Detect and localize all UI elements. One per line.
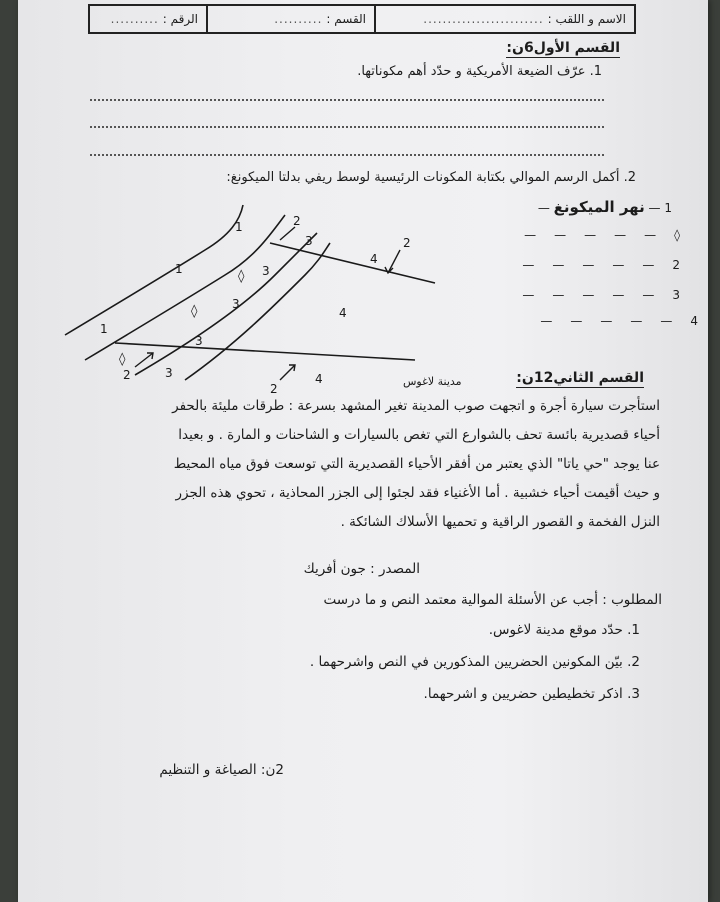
required-instructions: المطلوب : أجب عن الأسئلة الموالية معتمد النص و ما درست xyxy=(323,592,662,608)
rural-delta-diagram xyxy=(55,195,462,396)
svg-text:1: 1 xyxy=(235,220,243,234)
svg-text:3: 3 xyxy=(262,264,270,278)
svg-text:3: 3 xyxy=(305,234,313,248)
section-field: القسم : .......... xyxy=(206,6,374,32)
svg-text:3: 3 xyxy=(165,366,173,380)
student-info-header xyxy=(88,4,636,34)
part2-question-1: 1. حدّد موقع مدينة لاغوس. xyxy=(488,622,640,638)
river-bank-line xyxy=(85,215,285,360)
svg-text:1: 1 xyxy=(100,322,108,336)
name-field: الاسم و اللقب : ......................... xyxy=(374,6,634,32)
part2-question-3: 3. اذكر تخطيطين حضريين و اشرحهما. xyxy=(423,686,640,702)
legend-row-diamond: ◊————— xyxy=(524,228,698,242)
legend-row-4: 4————— xyxy=(540,314,716,328)
legend-row-1: 1 — نهر الميكونغ — xyxy=(537,198,672,216)
svg-text:◊: ◊ xyxy=(119,352,126,367)
svg-text:2: 2 xyxy=(123,368,131,382)
legend-row-3: 3————— xyxy=(522,288,698,302)
svg-text:4: 4 xyxy=(370,252,378,266)
text-source: المصدر : جون أفريك xyxy=(303,561,420,577)
presentation-points: 2ن: الصياغة و التنظيم xyxy=(159,762,284,778)
svg-text:2: 2 xyxy=(293,214,301,228)
svg-text:3: 3 xyxy=(232,297,240,311)
svg-text:3: 3 xyxy=(195,334,203,348)
svg-text:◊: ◊ xyxy=(191,304,198,319)
text-line: عنا يوجد "حي ياتا" الذي يعتبر من أفقر الأحياء القصديرية التي توسعت فوق مياه المحيط xyxy=(173,456,660,472)
source-text xyxy=(70,392,660,537)
text-line: استأجرت سيارة أجرة و اتجهت صوب المدينة تغير المشهد بسرعة : طرقات مليئة بالحفر xyxy=(172,398,660,414)
question-2: 2. أكمل الرسم الموالي بكتابة المكونات الرئيسية لوسط ريفي بدلتا الميكونغ: xyxy=(226,170,636,185)
answer-line xyxy=(90,154,604,156)
city-label: مدينة لاغوس xyxy=(403,375,462,388)
question-1: 1. عرّف الضيعة الأمريكية و حدّد أهم مكوناتها. xyxy=(357,64,602,79)
svg-text:4: 4 xyxy=(339,306,347,320)
answer-line xyxy=(90,99,604,101)
road-line xyxy=(115,343,415,360)
river-bank-line xyxy=(65,205,243,335)
part2-title: القسم الثاني12ن: xyxy=(516,370,644,386)
answer-line xyxy=(90,126,604,128)
svg-text:2: 2 xyxy=(270,382,278,396)
text-line: و حيث أقيمت أحياء خشبية . أما الأغنياء فقد لجئوا إلى الجزر المحاذية ، تحوي هذه الجزر xyxy=(175,485,660,501)
svg-text:4: 4 xyxy=(315,372,323,386)
svg-text:1: 1 xyxy=(175,262,183,276)
road-line xyxy=(185,243,330,380)
part1-title: القسم الأول6ن: xyxy=(506,40,620,56)
number-field: الرقم : .......... xyxy=(110,12,198,26)
legend-row-2: 2————— xyxy=(522,258,698,272)
svg-text:2: 2 xyxy=(403,236,411,250)
text-line: أحياء قصديرية بائسة تحف بالشوارع التي تغص بالسيارات و الشاحنات و المارة . و بعيدا xyxy=(178,427,660,443)
text-line: النزل الفخمة و القصور الراقية و تحميها الأسلاك الشائكة . xyxy=(340,514,660,530)
part2-question-2: 2. بيّن المكونين الحضريين المذكورين في النص واشرحهما . xyxy=(309,654,640,670)
svg-text:◊: ◊ xyxy=(238,269,245,284)
